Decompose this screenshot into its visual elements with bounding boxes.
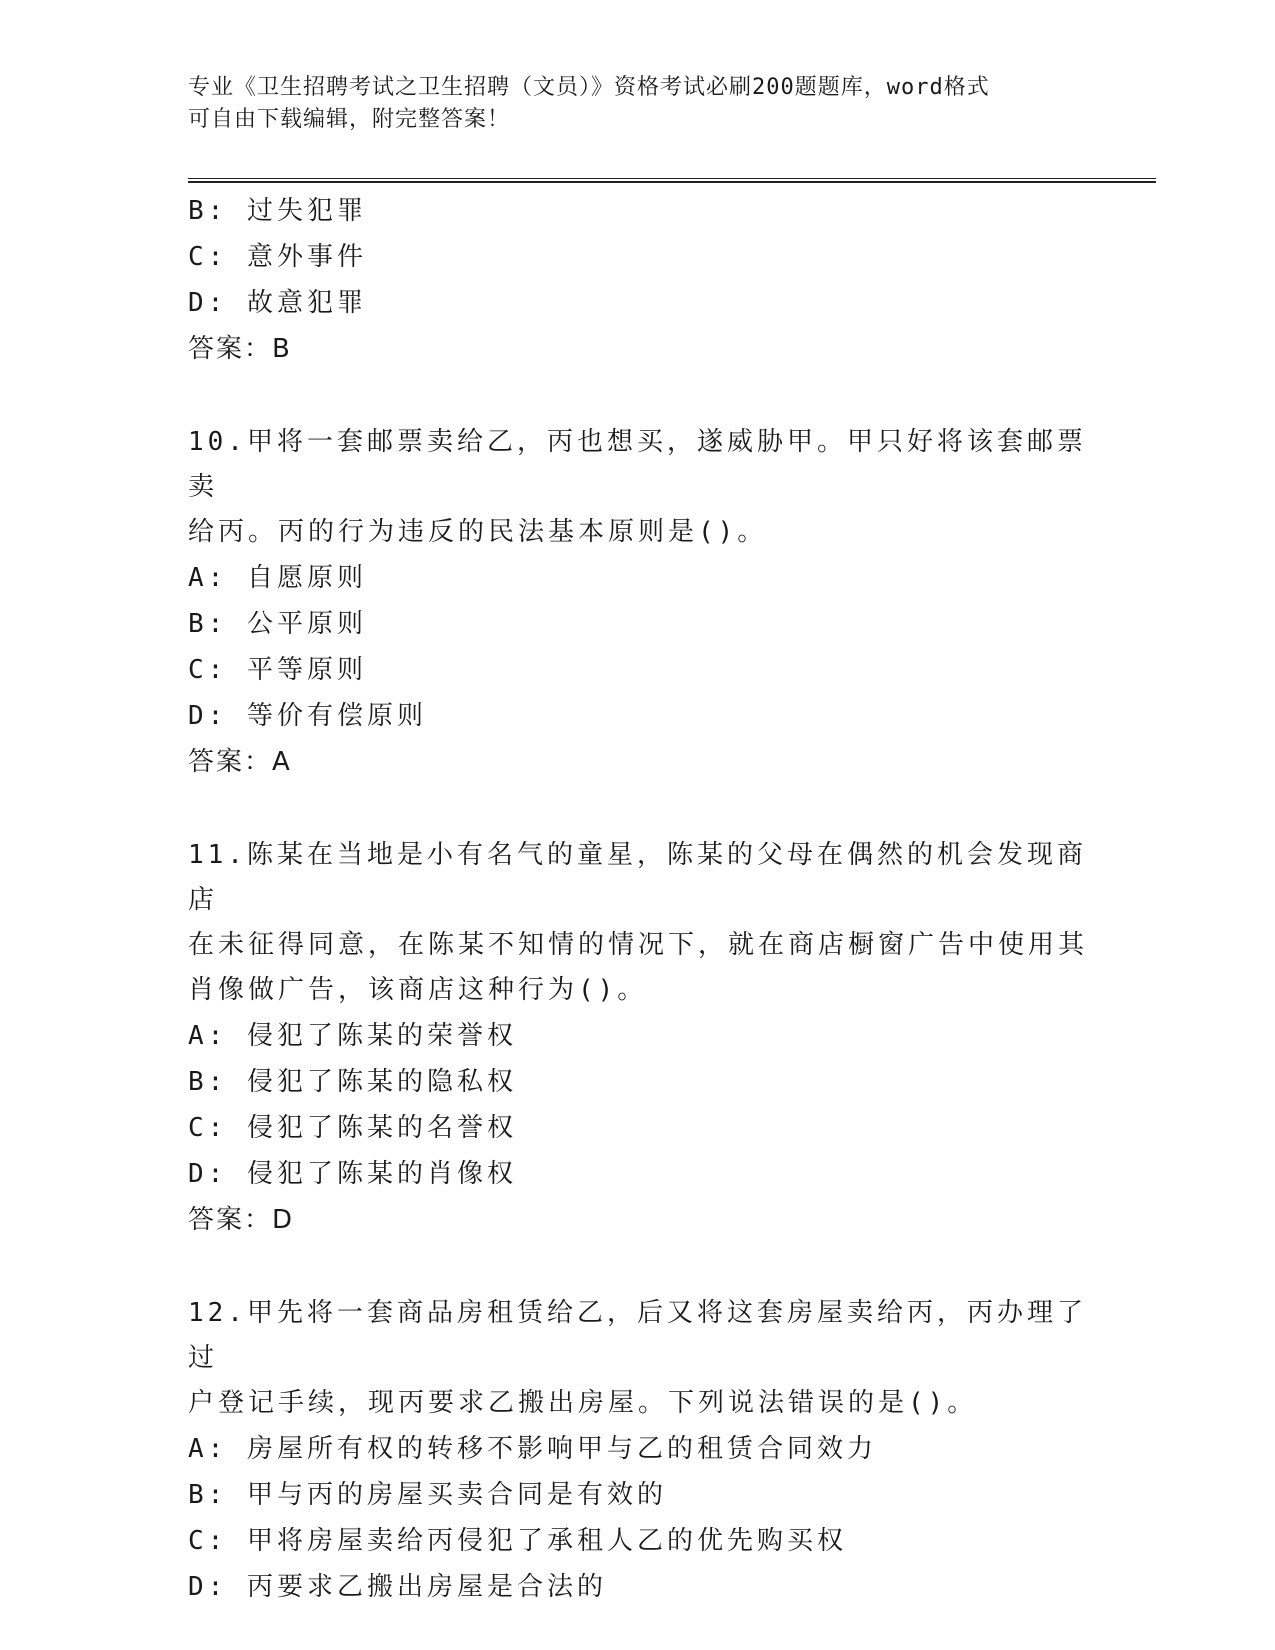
question-11 — [188, 833, 1088, 1243]
option-c: C: 侵犯了陈某的名誉权 — [188, 1113, 517, 1143]
prev-question-block — [188, 188, 1088, 372]
answer-line: 答案：A — [188, 747, 292, 777]
header-title-line-1: 专业《卫生招聘考试之卫生招聘（文员）》资格考试必刷200题题库，word格式 — [188, 75, 990, 100]
question-stem-line: 10.甲将一套邮票卖给乙，丙也想买，遂威胁甲。甲只好将该套邮票卖 — [188, 427, 1087, 502]
option-b: B: 甲与丙的房屋买卖合同是有效的 — [188, 1480, 667, 1510]
question-stem-line: 给丙。丙的行为违反的民法基本原则是()。 — [188, 517, 768, 547]
question-stem-line: 12.甲先将一套商品房租赁给乙，后又将这套房屋卖给丙，丙办理了过 — [188, 1298, 1087, 1373]
option-a: A: 侵犯了陈某的荣誉权 — [188, 1021, 517, 1051]
option-d: D: 等价有偿原则 — [188, 701, 427, 731]
question-12 — [188, 1291, 1088, 1610]
option-c: C: 平等原则 — [188, 655, 367, 685]
option-c: C: 意外事件 — [188, 242, 367, 272]
option-b: B: 公平原则 — [188, 609, 367, 639]
answer-line: 答案：D — [188, 1205, 295, 1235]
option-b: B: 过失犯罪 — [188, 196, 367, 226]
option-d: D: 故意犯罪 — [188, 288, 367, 318]
question-stem-line: 肖像做广告，该商店这种行为()。 — [188, 975, 648, 1005]
option-d: D: 侵犯了陈某的肖像权 — [188, 1159, 517, 1189]
question-stem-line: 户登记手续，现丙要求乙搬出房屋。下列说法错误的是()。 — [188, 1388, 978, 1418]
question-stem-line: 在未征得同意，在陈某不知情的情况下，就在商店橱窗广告中使用其 — [188, 930, 1089, 960]
question-content — [188, 188, 1088, 1610]
question-10 — [188, 420, 1088, 785]
answer-line: 答案：B — [188, 334, 292, 364]
question-stem-line: 11.陈某在当地是小有名气的童星，陈某的父母在偶然的机会发现商店 — [188, 840, 1087, 915]
option-a: A: 房屋所有权的转移不影响甲与乙的租赁合同效力 — [188, 1434, 877, 1464]
option-b: B: 侵犯了陈某的隐私权 — [188, 1067, 517, 1097]
header-divider — [188, 178, 1156, 183]
option-c: C: 甲将房屋卖给丙侵犯了承租人乙的优先购买权 — [188, 1526, 847, 1556]
option-a: A: 自愿原则 — [188, 563, 367, 593]
option-d: D: 丙要求乙搬出房屋是合法的 — [188, 1572, 607, 1602]
page-header — [188, 72, 1088, 136]
header-title-line-2: 可自由下载编辑，附完整答案！ — [188, 107, 511, 132]
